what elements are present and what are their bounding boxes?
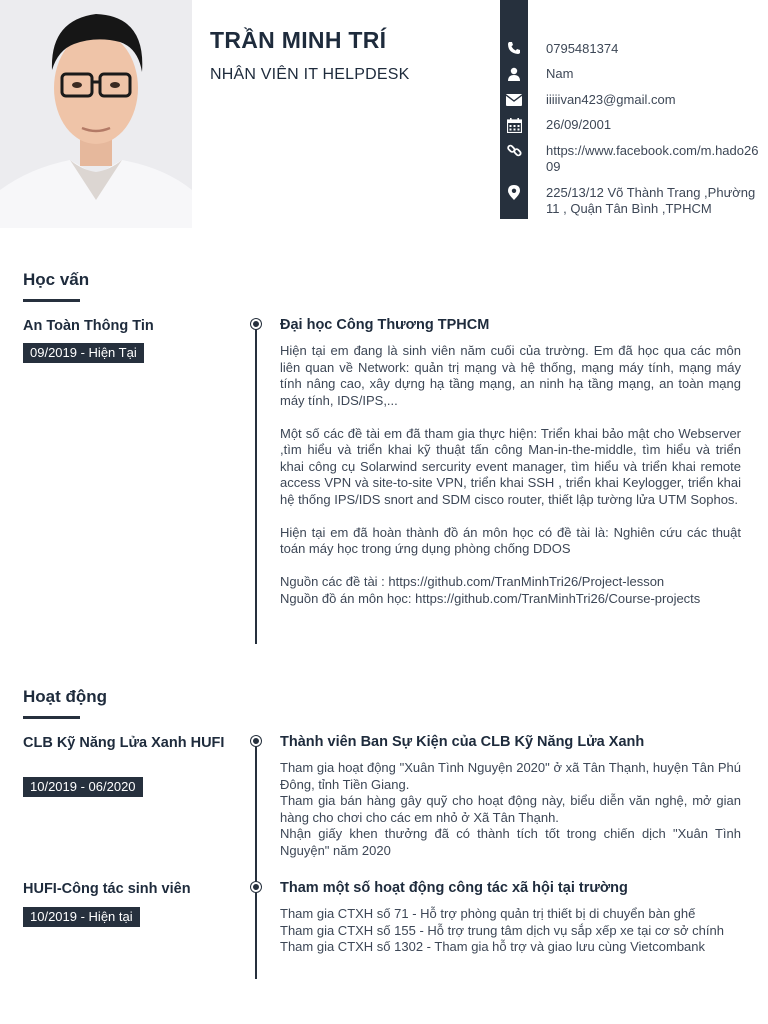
- email-icon: [506, 92, 522, 108]
- contact-gender: Nam: [546, 66, 574, 81]
- education-school: Đại học Công Thương TPHCM: [280, 317, 490, 333]
- profile-photo: [0, 0, 192, 228]
- education-paragraph: Một số các đề tài em đã tham gia thực hiện: Triển khai bảo mật cho Webserver ,tìm hiểu và triển khai kỹ thuật tấn công Man-in-the-middle, tìm hiểu và triển khai công cụ Solarwind sercurity event manager, tìm hiểu và triển khai remote access VPN và site-to-site VPN, triển khai SSH , triển khai Keylogger, triển khai hệ thống IPS/IDS snort and SDM cisco router, thiết lập tường lửa UTM Sophos.: [280, 425, 741, 507]
- activity-role: Tham một số hoạt động công tác xã hội tại trường: [280, 880, 628, 896]
- contact-address: 225/13/12 Võ Thành Trang ,Phường 11 , Quận Tân Bình ,TPHCM: [546, 185, 756, 216]
- activity-org: HUFI-Công tác sinh viên: [23, 881, 191, 897]
- project-source-link[interactable]: Nguồn các đề tài : https://github.com/TranMinhTri26/Project-lesson: [280, 574, 665, 589]
- activity-line: Tham gia CTXH số 1302 - Tham gia hỗ trợ và giao lưu cùng Vietcombank: [280, 939, 706, 954]
- activity-description: [280, 760, 741, 859]
- location-icon: [506, 184, 522, 200]
- activity-role: Thành viên Ban Sự Kiện của CLB Kỹ Năng Lửa Xanh: [280, 734, 645, 750]
- activity-line: Tham gia bán hàng gây quỹ cho hoạt động này, biểu diễn văn nghệ, mở gian hàng cho chơi cho các em nhỏ ở Xã Tân Thạnh.: [280, 793, 741, 825]
- contact-birthdate: 26/09/2001: [546, 117, 612, 132]
- education-timeline-dot: [251, 319, 261, 329]
- phone-icon: [506, 40, 522, 56]
- activity-line: Tham gia hoạt động "Xuân Tình Nguyện 2020" ở xã Tân Thạnh, huyện Tân Phú Đông, tỉnh Tiền Giang.: [280, 760, 741, 792]
- contact-phone: 0795481374: [546, 41, 619, 56]
- calendar-icon: [506, 117, 522, 133]
- education-paragraph: Hiện tại em đã hoàn thành đồ án môn học có đề tài là: Nghiên cứu các thuật toán máy học trong ứng dụng phòng chống DDOS: [280, 524, 741, 556]
- activity-line: Nhận giấy khen thưởng đã có thành tích tốt trong chiến dịch "Xuân Tình Nguyện" năm 2020: [280, 826, 741, 858]
- activity-date-badge: 10/2019 - 06/2020: [23, 777, 143, 797]
- contact-email: iiiiivan423@gmail.com: [546, 92, 676, 107]
- education-heading-rule: [23, 299, 80, 302]
- education-description: [280, 343, 741, 607]
- education-major: An Toàn Thông Tin: [23, 318, 154, 334]
- activities-heading: Hoạt động: [23, 687, 108, 706]
- job-title: NHÂN VIÊN IT HELPDESK: [210, 66, 410, 83]
- activity-date-badge: 10/2019 - Hiện tại: [23, 907, 140, 927]
- link-icon: [506, 142, 522, 158]
- activities-heading-rule: [23, 716, 80, 719]
- user-icon: [506, 66, 522, 82]
- activity-line: Tham gia CTXH số 155 - Hỗ trợ trung tâm dịch vụ sắp xếp xe tại cơ sở chính: [280, 922, 724, 938]
- activities-timeline-dot: [251, 736, 261, 746]
- education-paragraph: Hiện tại em đang là sinh viên năm cuối của trường. Em đã học qua các môn liên quan về Network: quản trị mạng và hệ thống, mạng máy tính, mạng máy tính nâng cao, xây dựng hạ tầng mạng, an ninh hạ tầng mạng, an toàn mạng máy tính, IDS/IPS,...: [280, 343, 741, 408]
- education-date-badge: 09/2019 - Hiện Tại: [23, 343, 144, 363]
- course-project-link[interactable]: Nguồn đồ án môn học: https://github.com/TranMinhTri26/Course-projects: [280, 590, 701, 606]
- activity-line: Tham gia CTXH số 71 - Hỗ trợ phòng quản trị thiết bị di chuyển bàn ghế: [280, 906, 696, 921]
- activities-timeline: [255, 739, 257, 979]
- activity-org: CLB Kỹ Năng Lửa Xanh HUFI: [23, 735, 225, 751]
- activities-timeline-dot: [251, 882, 261, 892]
- education-heading: Học vấn: [23, 270, 90, 289]
- candidate-name: TRẦN MINH TRÍ: [210, 27, 387, 53]
- activity-description: [280, 906, 741, 956]
- education-timeline: [255, 322, 257, 644]
- contact-facebook-link[interactable]: https://www.facebook.com/m.hado2609: [546, 143, 759, 174]
